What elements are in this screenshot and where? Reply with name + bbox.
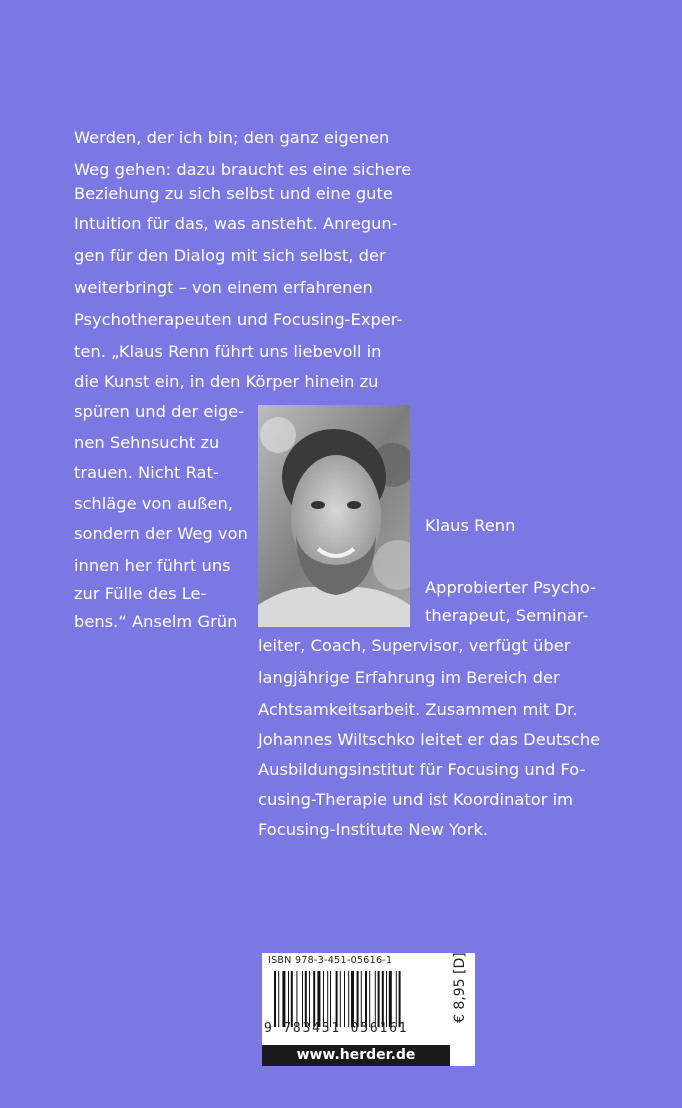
barcode-bar	[278, 971, 279, 1027]
barcode-bar	[357, 971, 359, 1027]
barcode-bar	[313, 971, 315, 1027]
barcode-digits: 9 783451 056161	[264, 1021, 409, 1036]
bio-line: Ausbildungsinstitut für Focusing und Fo-	[258, 760, 586, 779]
barcode-bar	[351, 971, 354, 1027]
blurb-line: Werden, der ich bin; den ganz eigenen	[74, 128, 390, 147]
bio-line: Focusing-Institute New York.	[258, 820, 489, 839]
barcode-bar	[291, 971, 293, 1027]
bio-line: cusing-Therapie und ist Koordinator im	[258, 790, 573, 809]
barcode-box: ISBN 978-3-451-05616-1 9 783451 056161 € 8,95 [D] www.herder.de	[262, 953, 475, 1066]
bio-line: Johannes Wiltschko leitet er das Deutsche	[258, 730, 601, 749]
blurb-line: Psychotherapeuten und Focusing-Exper-	[74, 310, 403, 329]
barcode-bar	[327, 971, 328, 1027]
blurb-line: nen Sehnsucht zu	[74, 433, 220, 452]
bio-line: therapeut, Seminar-	[425, 606, 589, 625]
blurb-line: weiterbringt – von einem erfahrenen	[74, 278, 373, 297]
author-photo	[258, 405, 410, 627]
blurb-line: ten. „Klaus Renn führt uns liebevoll in	[74, 342, 382, 361]
barcode-bar	[389, 971, 392, 1027]
blurb-line: die Kunst ein, in den Körper hinein zu	[74, 372, 379, 391]
barcode-bar	[361, 971, 362, 1027]
barcode-bar	[317, 971, 320, 1027]
bio-line: langjährige Erfahrung im Bereich der	[258, 668, 560, 687]
barcode-bar	[378, 971, 380, 1027]
barcode-bar	[309, 971, 310, 1027]
barcode-bar	[382, 971, 384, 1027]
barcode-bar	[302, 971, 303, 1027]
bio-line: leiter, Coach, Supervisor, verfügt über	[258, 636, 571, 655]
barcode-bar	[375, 971, 376, 1027]
barcode-bar	[340, 971, 341, 1027]
blurb-line: trauen. Nicht Rat-	[74, 463, 219, 482]
blurb-line: spüren und der eige-	[74, 402, 245, 421]
bio-line: Approbierter Psycho-	[425, 578, 597, 597]
blurb-line: gen für den Dialog mit sich selbst, der	[74, 246, 386, 265]
barcode-bar	[288, 971, 289, 1027]
barcode-bar	[330, 971, 331, 1027]
blurb-line: zur Fülle des Le-	[74, 584, 207, 603]
barcode-bar	[369, 971, 370, 1027]
blurb-line: bens.“ Anselm Grün	[74, 612, 238, 631]
blurb-line: sondern der Weg von	[74, 524, 248, 543]
publisher-website: www.herder.de	[262, 1045, 450, 1066]
blurb-line: Weg gehen: dazu braucht es eine sichere	[74, 160, 412, 179]
blurb-line: schläge von außen,	[74, 494, 233, 513]
barcode-bar	[348, 971, 349, 1027]
barcode-bar	[396, 971, 397, 1027]
barcode-icon	[274, 971, 444, 1027]
blurb-line: Intuition für das, was ansteht. Anregun-	[74, 214, 398, 233]
barcode-bar	[399, 971, 401, 1027]
bio-line: Achtsamkeitsarbeit. Zusammen mit Dr.	[258, 700, 578, 719]
barcode-bar	[305, 971, 307, 1027]
barcode-bar	[336, 971, 338, 1027]
blurb-line: Beziehung zu sich selbst und eine gute	[74, 184, 393, 203]
author-name: Klaus Renn	[425, 516, 516, 535]
barcode-bar	[296, 971, 297, 1027]
barcode-bar	[274, 971, 276, 1027]
barcode-bar	[365, 971, 367, 1027]
barcode-bar	[386, 971, 387, 1027]
blurb-line: innen her führt uns	[74, 556, 231, 575]
barcode-bar	[323, 971, 324, 1027]
isbn-number: ISBN 978-3-451-05616-1	[268, 955, 393, 966]
barcode-bar	[282, 971, 285, 1027]
barcode-bar	[344, 971, 345, 1027]
